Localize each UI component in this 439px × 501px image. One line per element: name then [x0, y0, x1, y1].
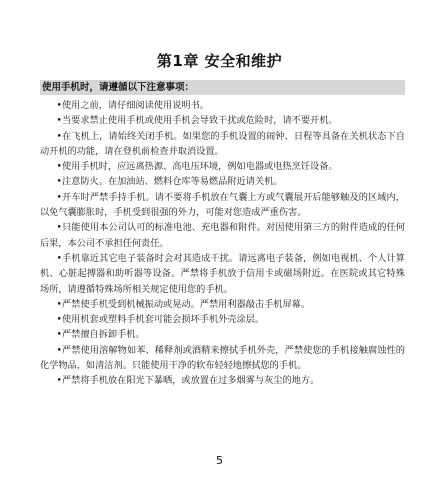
safety-notes	[40, 98, 405, 389]
chapter-title: 第1章 安全和维护	[156, 52, 283, 70]
safety-note: •严禁使手机受到机械振动或晃动。严禁用利器敲击手机屏幕。	[56, 298, 311, 310]
safety-note: •严禁使用溶解物如苯、稀释剂或酒精来擦拭手机外壳，严禁使您的手机接触腐蚀性的化学物品，如清洁剂。只能使用干净的软布轻轻地擦拭您的手机。	[40, 344, 405, 372]
safety-note: •开车时严禁手持手机。请不要将手机放在气囊上方或气囊展开后能够触及的区域内，以免气囊膨胀时，手机受到很强的外力，可能对您造成严重伤害。	[40, 191, 405, 219]
safety-note: •使用之前，请仔细阅读使用说明书。	[56, 100, 209, 111]
safety-note: •使用机套或塑料手机套可能会损坏手机外壳涂层。	[56, 314, 265, 326]
safety-note: •在飞机上，请始终关闭手机。如果您的手机设置的闹钟、日程等具备在关机状态下自动开机的功能，请在登机前检查并取消设置。	[40, 130, 405, 157]
safety-note: •严禁擅自拆卸手机。	[56, 329, 145, 341]
safety-note: •使用手机时，应远离热源、高电压环境，例如电器或电热烹饪设备。	[56, 161, 338, 173]
section-heading: 使用手机时，请遵循以下注意事项：	[40, 80, 405, 95]
page-number: 5	[216, 454, 223, 467]
safety-note: •注意防火。在加油站、燃料仓库等易燃品附近请关机。	[56, 176, 283, 188]
safety-note: •当要求禁止使用手机或使用手机会导致干扰或危险时，请不要开机。	[56, 115, 338, 127]
safety-note: •只能使用本公司认可的标准电池、充电器和附件。对因使用第三方的附件造成的任何后果，本公司不承担任何责任。	[40, 222, 405, 249]
safety-note: •严禁将手机放在阳光下暴晒，或放置在过多烟雾与灰尘的地方。	[56, 375, 320, 387]
safety-note: •手机靠近其它电子装备时会对其造成干扰。请远离电子装备，例如电视机、个人计算机、心脏起搏器和助听器等设备。严禁将手机放于信用卡或磁场附近。在医院或其它特殊场所，请遵循特殊场所相关规定使用您的手机。	[40, 252, 405, 295]
